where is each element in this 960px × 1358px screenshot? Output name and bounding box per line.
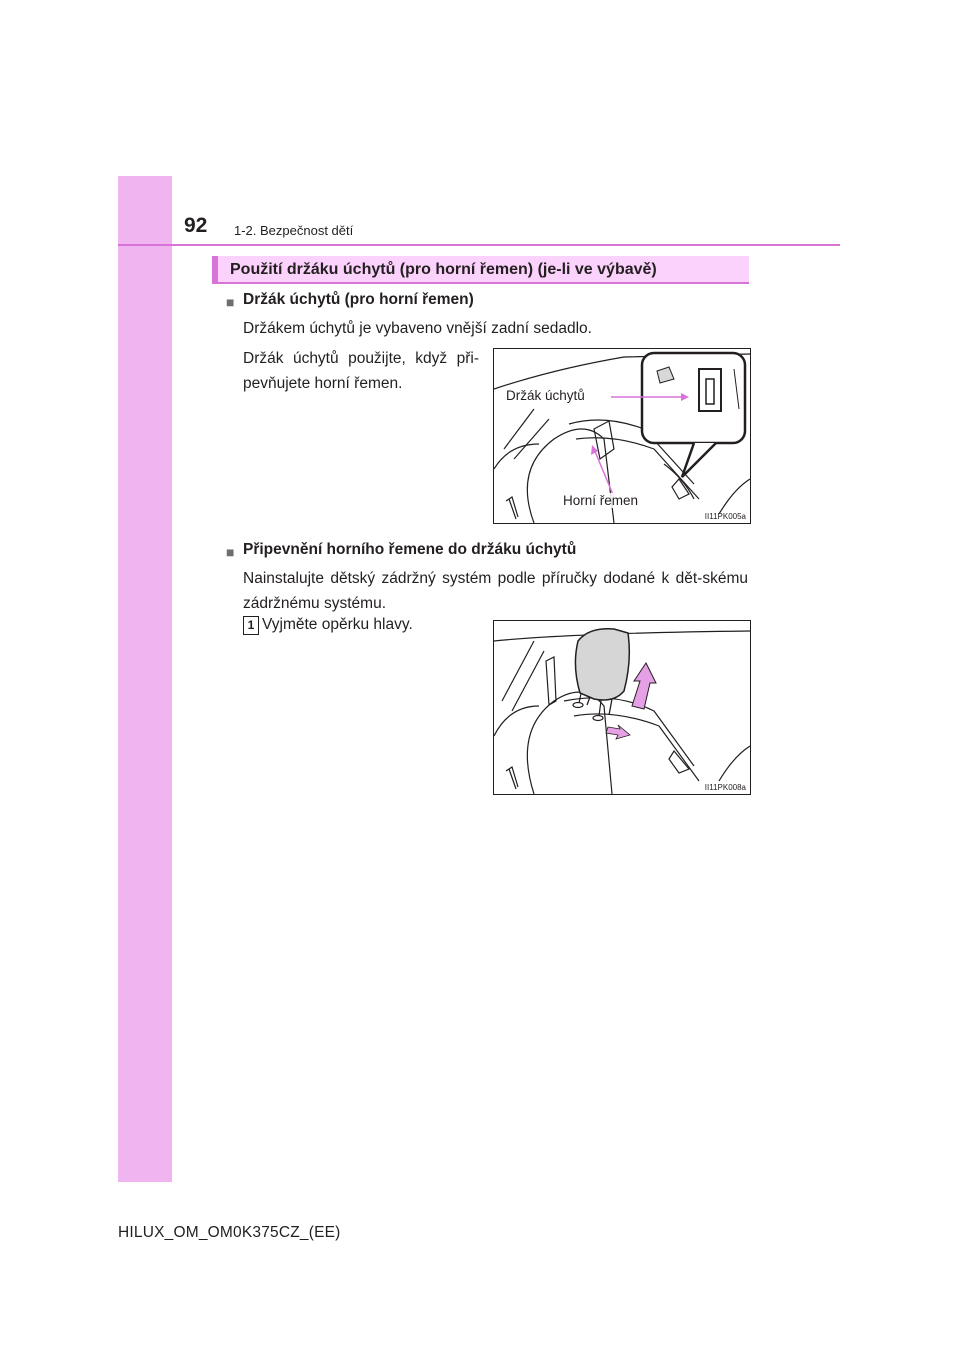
seat-illustration-2: [494, 621, 750, 794]
figure-code: II11PK008a: [704, 783, 746, 792]
page-number: 92: [184, 214, 208, 237]
side-tab: [118, 176, 172, 1182]
paragraph-holder-usage: Držák úchytů použijte, když při-pevňujete horní řemen.: [243, 350, 479, 392]
figure-tether-holder: [493, 348, 751, 524]
header-rule: [118, 244, 840, 246]
paragraph-holder-intro: Držákem úchytů je vybaveno vnější zadní sedadlo.: [243, 320, 592, 337]
bullet-square-icon: ■: [226, 544, 235, 560]
subheading-attach: Připevnění horního řemene do držáku úchytů: [243, 541, 577, 558]
step-text: Vyjměte opěrku hlavy.: [262, 616, 413, 633]
step-number-badge: 1: [243, 616, 259, 635]
subheading-holder: Držák úchytů (pro horní řemen): [243, 291, 474, 308]
bullet-square-icon: ■: [226, 294, 235, 310]
label-tether-holder: Držák úchytů: [506, 388, 585, 403]
paragraph-attach-instructions: Nainstalujte dětský zádržný systém podle příručky dodané k dět-skému zádržnému systému.: [243, 570, 748, 612]
section-bar: [212, 256, 749, 284]
section-title: Použití držáku úchytů (pro horní řemen) (je-li ve výbavě): [230, 261, 657, 278]
footer-doc-id: HILUX_OM_OM0K375CZ_(EE): [118, 1224, 341, 1241]
header-section-title: 1-2. Bezpečnost dětí: [234, 223, 354, 238]
label-top-tether-strap: Horní řemen: [563, 493, 639, 508]
figure-code: II11PK005a: [704, 512, 746, 521]
figure-remove-headrest: [493, 620, 751, 795]
